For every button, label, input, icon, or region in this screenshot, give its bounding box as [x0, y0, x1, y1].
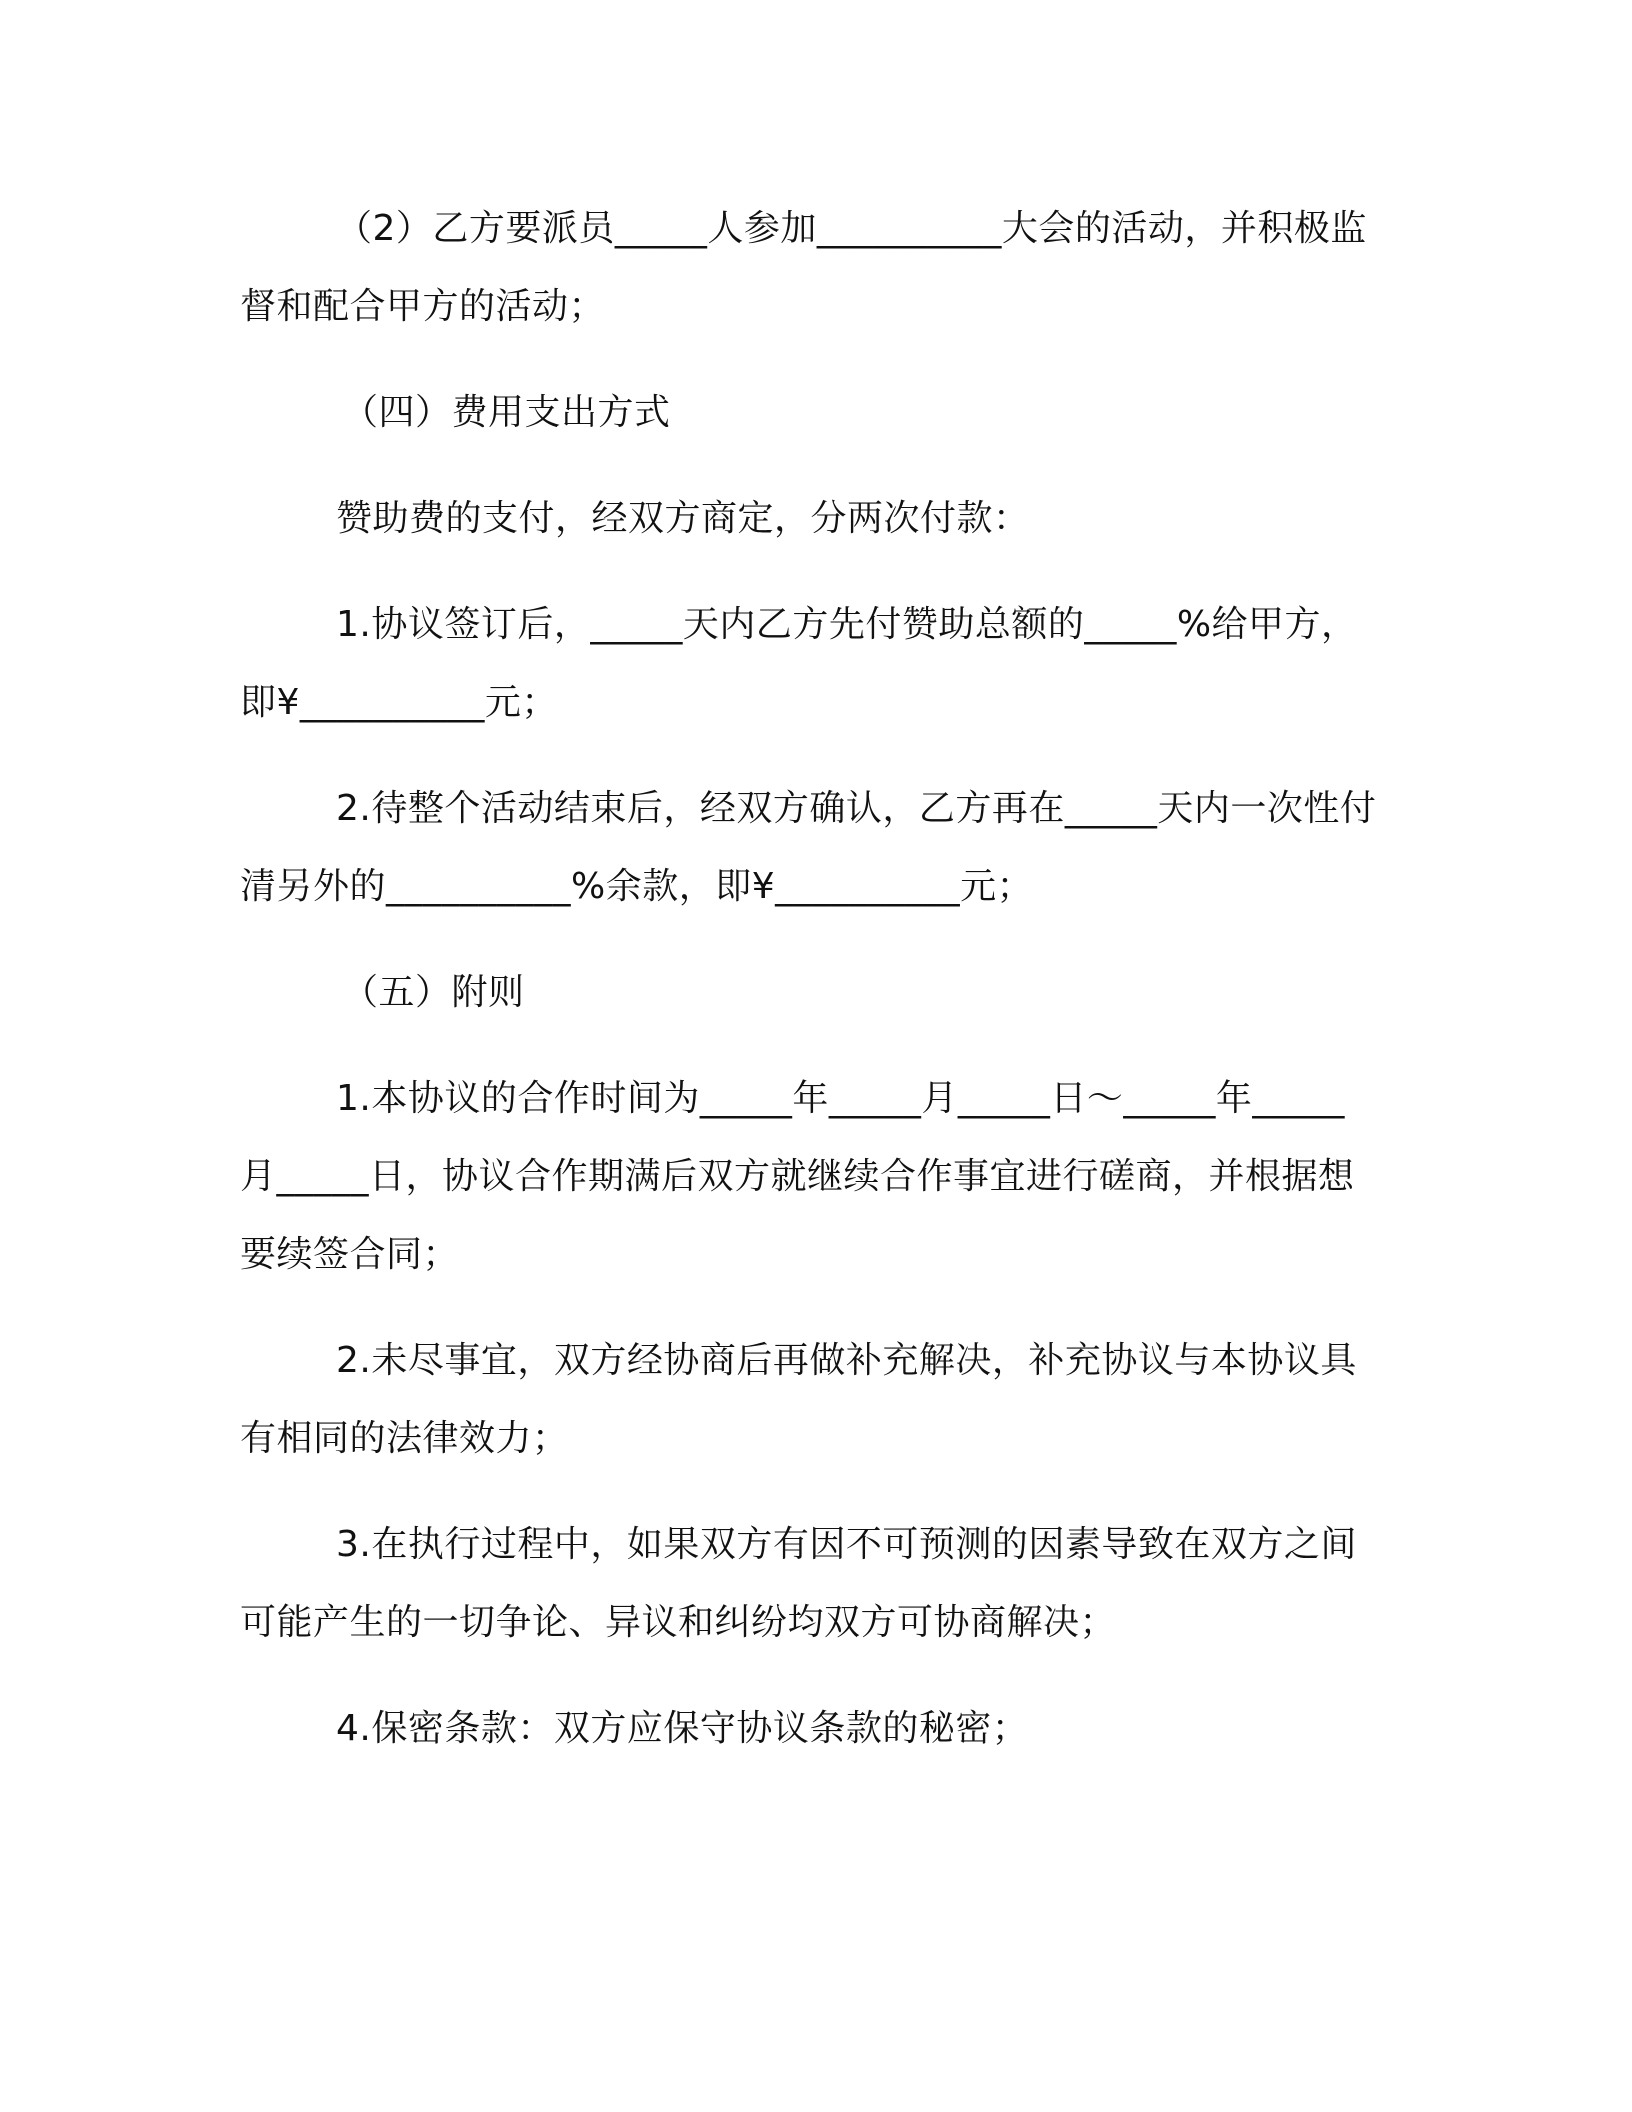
section-heading-expense-payment: （四）费用支出方式	[342, 392, 671, 433]
paragraph-unfinished-matters: 2.未尽事宜，双方经协商后再做补充解决，补充协议与本协议具有相同的法律效力；	[240, 1340, 1357, 1459]
paragraph-dispute-resolution: 3.在执行过程中，如果双方有因不可预测的因素导致在双方之间可能产生的一切争论、异议和纠纷均双方可协商解决；	[240, 1524, 1357, 1643]
paragraph-first-payment: 1.协议签订后，_____天内乙方先付赞助总额的_____%给甲方，即¥__________元；	[240, 604, 1358, 723]
section-heading-supplementary: （五）附则	[342, 972, 525, 1013]
paragraph-confidentiality: 4.保密条款：双方应保守协议条款的秘密；	[336, 1708, 1029, 1749]
paragraph-cooperation-period: 1.本协议的合作时间为_____年_____月_____日～_____年_____月_____日，协议合作期满后双方就继续合作事宜进行磋商，并根据想要续签合同；	[240, 1078, 1355, 1275]
document-page	[240, 190, 1380, 1768]
paragraph-staff-participation: （2）乙方要派员_____人参加__________大会的活动，并积极监督和配合甲方的活动；	[240, 208, 1367, 327]
paragraph-second-payment: 2.待整个活动结束后，经双方确认，乙方再在_____天内一次性付清另外的__________%余款，即¥__________元；	[240, 788, 1377, 907]
paragraph-payment-intro: 赞助费的支付，经双方商定，分两次付款：	[336, 498, 1030, 539]
